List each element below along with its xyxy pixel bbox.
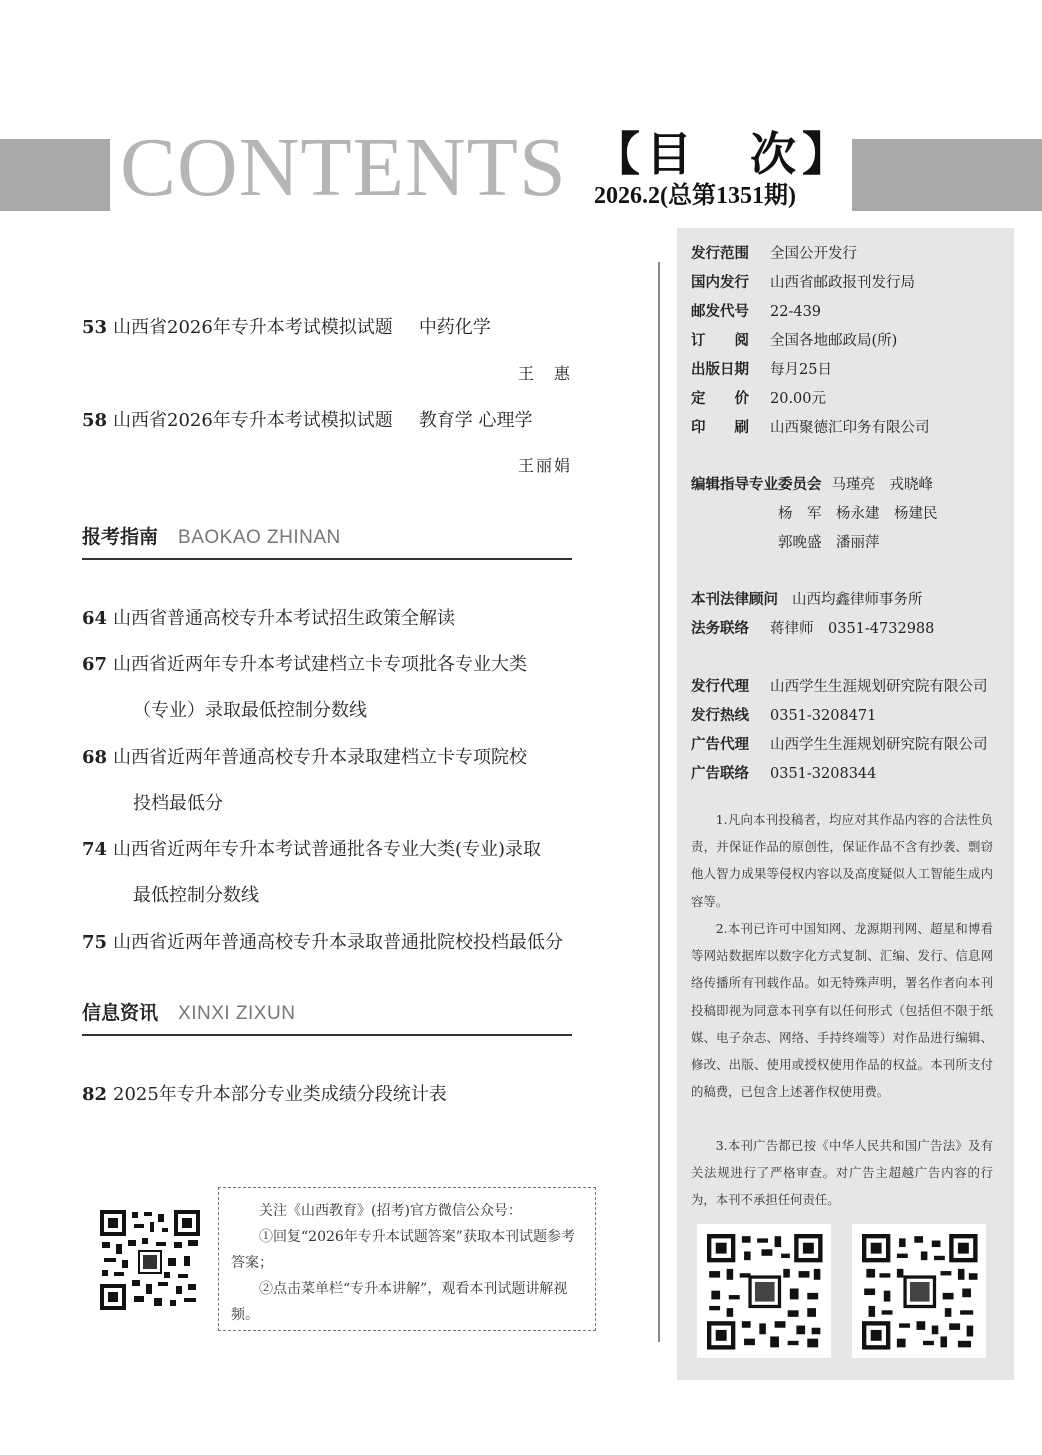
section-title-en: BAOKAO ZHINAN [178,527,341,548]
info-row [691,593,923,608]
contents-title: CONTENTS [120,121,567,214]
info-value: 蒋律师 0351-4732988 [770,621,935,637]
section-title-zh: 信息资讯 [82,1002,159,1024]
qr-code-icon [852,1224,986,1358]
info-row [691,276,915,291]
info-label: 邮发代号 [691,304,749,320]
info-value: 全国各地邮政局(所) [770,333,898,349]
info-value: 全国公开发行 [770,246,857,262]
toc-title: 山西省普通高校专升本考试招生政策全解读 [113,608,455,629]
info-value: 山西学生生涯规划研究院有限公司 [770,737,988,753]
toc-page-number: 53 [82,317,108,338]
info-value: 山西学生生涯规划研究院有限公司 [770,679,988,695]
committee-names: 马瑾亮 戎晓峰 [831,477,933,493]
column-divider [658,262,660,1342]
section-header-baokao [82,522,572,560]
info-value: 山西聚德汇印务有限公司 [770,420,930,436]
info-value: 山西省邮政报刊发行局 [770,275,915,291]
notice-line: ①回复“2026年专升本试题答案”获取本刊试题参考答案； [231,1229,575,1271]
section-header-xinxi [82,998,572,1036]
copyright-statement-2: 2.本刊已许可中国知网、龙源期刊网、超星和博看等网站数据库以数字化方式复制、汇编、发行、信息网络传播所有刊载作品。如无特殊声明，署名作者向本刊投稿即视为同意本刊享有以任何形式（包括但不限于纸媒、电子杂志、网络、手持终端等）对作品进行编辑、修改、出版、使用或授权使用作品的权益。本刊所支付的稿费，已包含上述著作权使用费。 [691,921,993,1100]
section-title-en: XINXI ZIXUN [178,1003,296,1024]
toc-entry-64[interactable] [82,610,455,628]
info-row [691,247,857,262]
info-row [691,622,934,637]
toc-title-continued: （专业）录取最低控制分数线 [133,700,367,721]
toc-title: 山西省近两年普通高校专升本录取建档立卡专项院校 [113,747,527,768]
info-value: 0351-3208471 [770,708,877,724]
committee-names: 郭晚盛 潘丽萍 [778,535,880,551]
info-value: 0351-3208344 [770,766,877,782]
committee-names: 杨 军 杨永建 杨建民 [778,506,938,522]
info-label: 发行范围 [691,246,749,262]
toc-page-number: 58 [82,410,108,431]
issue-number: 2026.2(总第1351期) [594,183,796,209]
info-label: 国内发行 [691,275,749,291]
info-value: 每月25日 [770,362,832,378]
toc-title: 2025年专升本部分专业类成绩分段统计表 [113,1084,447,1105]
info-label: 发行热线 [691,708,749,724]
wechat-qr-code-icon [98,1208,202,1312]
info-value: 20.00元 [770,391,827,407]
info-label: 定 价 [691,391,749,407]
copyright-statement-3: 3.本刊广告都已按《中华人民共和国广告法》及有关法规进行了严格审查。对广告主超越广告内容的行为，本刊不承担任何责任。 [691,1138,993,1208]
toc-entry-53[interactable] [82,319,491,337]
toc-page-number: 74 [82,839,108,860]
info-label: 发行代理 [691,679,749,695]
section-title-zh: 报考指南 [82,526,159,548]
info-row [691,767,876,782]
info-label: 广告代理 [691,737,749,753]
toc-title: 山西省2026年专升本考试模拟试题 [113,317,393,338]
info-row [691,709,876,724]
notice-line: ②点击菜单栏“专升本讲解”，观看本刊试题讲解视频。 [231,1281,568,1323]
info-label: 广告联络 [691,766,749,782]
info-label: 法务联络 [691,621,749,637]
info-row [691,305,821,320]
toc-entry-75[interactable] [82,934,563,952]
toc-title: 山西省近两年专升本考试普通批各专业大类(专业)录取 [113,839,542,860]
toc-page-number: 67 [82,654,108,675]
toc-page-number: 75 [82,932,108,953]
info-row [691,392,826,407]
toc-title: 山西省近两年普通高校专升本录取普通批院校投档最低分 [113,932,563,953]
info-row [691,680,988,695]
info-label: 出版日期 [691,362,749,378]
info-label: 订 阅 [691,333,749,349]
info-label: 印 刷 [691,420,749,436]
header-bar-left [0,139,110,211]
toc-title-continued: 投档最低分 [133,793,223,814]
info-value: 山西均鑫律师事务所 [792,592,923,608]
info-row [691,738,988,753]
toc-subject: 中药化学 [418,317,491,338]
notice-line: 关注《山西教育》(招考)官方微信公众号： [259,1203,522,1219]
toc-title: 山西省2026年专升本考试模拟试题 [113,410,393,431]
committee-row [691,478,933,493]
wechat-notice-box [218,1187,596,1331]
toc-author: 王 惠 [517,364,572,383]
copyright-statement-1: 1.凡向本刊投稿者，均应对其作品内容的合法性负责，并保证作品的原创性，保证作品不含有抄袭、剽窃他人智力成果等侵权内容以及高度疑似人工智能生成内容等。 [691,812,993,909]
header-bar-right [852,139,1042,211]
toc-entry-82[interactable] [82,1086,447,1104]
toc-subject: 教育学 心理学 [418,410,533,431]
toc-entry-67[interactable] [82,656,527,674]
toc-title: 山西省近两年专升本考试建档立卡专项批各专业大类 [113,654,527,675]
mulu-title: 【目 次】 [594,127,854,181]
toc-title-continued: 最低控制分数线 [133,885,259,906]
toc-entry-68[interactable] [82,749,527,767]
info-row [691,334,897,349]
info-row [691,421,930,436]
toc-author: 王丽娟 [517,456,572,475]
toc-entry-74[interactable] [82,841,541,859]
toc-entry-58[interactable] [82,412,533,430]
toc-page-number: 64 [82,608,108,629]
toc-page-number: 82 [82,1084,108,1105]
qr-code-icon [697,1224,831,1358]
info-label: 本刊法律顾问 [691,592,778,608]
info-value: 22-439 [770,304,822,320]
committee-label: 编辑指导专业委员会 [691,477,822,493]
info-row [691,363,832,378]
toc-page-number: 68 [82,747,108,768]
